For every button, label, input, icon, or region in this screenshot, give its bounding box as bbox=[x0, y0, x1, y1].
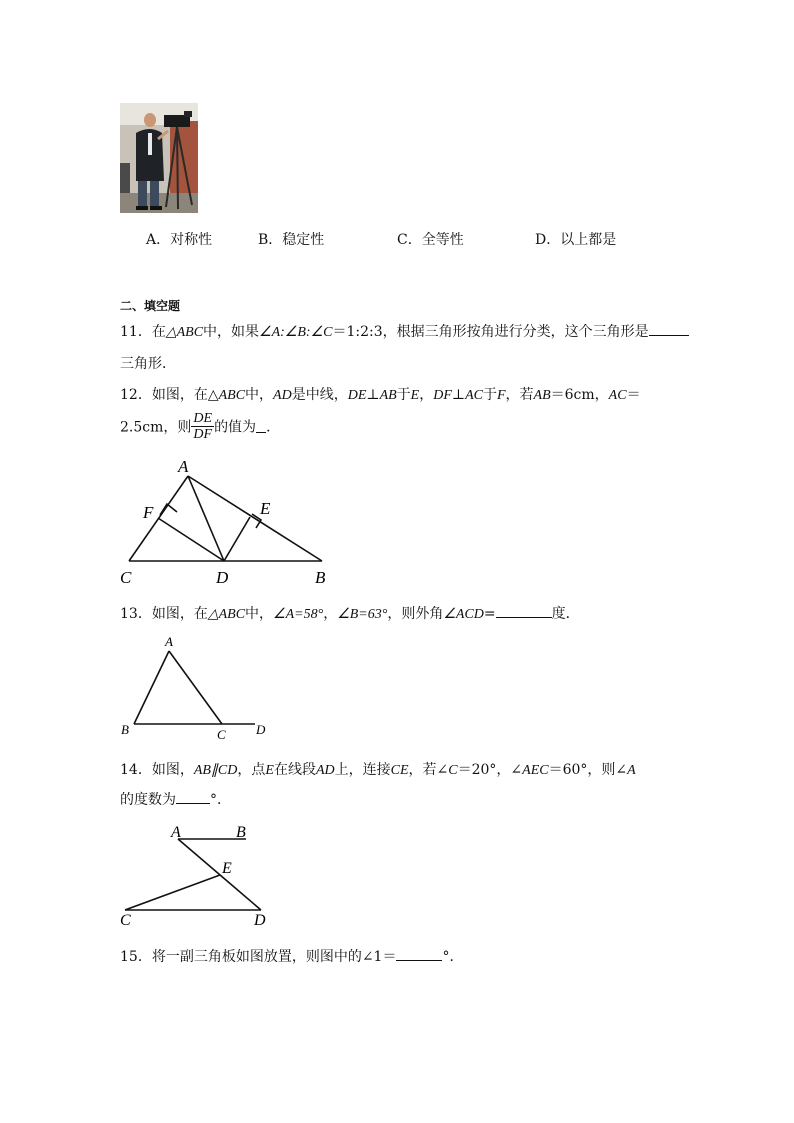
q12-var: DE bbox=[347, 388, 367, 403]
section-title: 二、填空题 bbox=[120, 299, 181, 313]
q14-answer-blank[interactable] bbox=[176, 791, 210, 804]
q12-text: 于 bbox=[396, 387, 411, 403]
q14-var: AB∥CD bbox=[193, 763, 238, 778]
q13-figure bbox=[115, 630, 275, 742]
q14-var: CE bbox=[390, 763, 409, 778]
label-c: C bbox=[217, 727, 226, 742]
question-14-line-1 bbox=[120, 759, 636, 779]
q11-ratio: ∠A:∠B:∠C bbox=[259, 325, 333, 340]
question-15-line-1 bbox=[120, 946, 463, 966]
q13-text: ，则外角 bbox=[387, 606, 444, 622]
q12-text: 2.5cm，则 bbox=[120, 419, 192, 436]
label-b: B bbox=[236, 824, 246, 841]
q11-triangle: △ABC bbox=[165, 325, 204, 340]
q12-text: ＝6cm， bbox=[550, 387, 609, 403]
q12-text: 12．如图，在△ bbox=[120, 387, 219, 403]
q12-text: 于 bbox=[482, 387, 497, 403]
q13-var: ∠ACD bbox=[443, 607, 484, 622]
q14-figure bbox=[115, 820, 275, 930]
q14-text: ＝60°，则∠ bbox=[548, 762, 628, 778]
label-c: C bbox=[120, 912, 131, 929]
q14-var: C bbox=[448, 763, 458, 778]
label-d: D bbox=[216, 568, 229, 587]
q13-var: △ABC bbox=[207, 607, 246, 622]
q13-var: ∠A=58° bbox=[273, 607, 324, 622]
q12-text: 的值为 bbox=[214, 419, 257, 436]
q12-text: ． bbox=[266, 419, 281, 436]
question-12-line-2 bbox=[120, 411, 280, 442]
q13-text: ， bbox=[323, 606, 338, 622]
label-d: D bbox=[254, 912, 266, 929]
q12-text: ，若 bbox=[505, 387, 534, 403]
q14-var: AEC bbox=[522, 763, 549, 778]
q11-text: 11．在 bbox=[120, 324, 166, 340]
q14-text: 在线段 bbox=[273, 762, 316, 778]
label-c: C bbox=[120, 568, 132, 587]
option-c: C．全等性 bbox=[397, 232, 464, 248]
q12-var: F bbox=[496, 388, 506, 403]
label-a: A bbox=[178, 457, 189, 476]
q12-answer-blank[interactable] bbox=[256, 420, 266, 433]
q14-var: A bbox=[627, 763, 636, 778]
label-f: F bbox=[143, 503, 154, 522]
q12-var: AB bbox=[533, 388, 551, 403]
q14-text: ＝20°，∠ bbox=[457, 762, 523, 778]
label-e: E bbox=[222, 860, 232, 877]
q12-text: ⊥ bbox=[451, 387, 466, 403]
q12-var: DF bbox=[433, 388, 452, 403]
q12-text: 中， bbox=[245, 387, 274, 403]
question-14-line-2 bbox=[120, 789, 231, 809]
label-b: B bbox=[315, 568, 326, 587]
q11-answer-blank[interactable] bbox=[649, 323, 689, 336]
q14-text: ，若∠ bbox=[408, 762, 449, 778]
q13-text: = bbox=[483, 606, 496, 622]
q12-var: AC bbox=[465, 388, 483, 403]
q15-answer-blank[interactable] bbox=[396, 948, 442, 961]
question-13-line-1 bbox=[120, 603, 580, 623]
q12-var: AB bbox=[379, 388, 397, 403]
q14-text: °． bbox=[210, 792, 231, 808]
q13-var: ∠B=63° bbox=[337, 607, 388, 622]
label-a: A bbox=[171, 824, 181, 841]
q12-var: E bbox=[410, 388, 420, 403]
label-b: B bbox=[121, 722, 129, 737]
q13-text: 中， bbox=[245, 606, 274, 622]
q13-text: 度． bbox=[551, 606, 580, 622]
option-a: A．对称性 bbox=[146, 232, 213, 248]
question-11-line-2: 三角形． bbox=[120, 356, 176, 372]
q12-var: AC bbox=[608, 388, 627, 403]
option-d: D．以上都是 bbox=[535, 232, 617, 248]
q14-text: 的度数为 bbox=[120, 792, 176, 808]
q14-var: E bbox=[265, 763, 274, 778]
label-e: E bbox=[260, 499, 271, 518]
photo-person-with-camera bbox=[120, 103, 198, 213]
fraction-denominator: DF bbox=[193, 427, 213, 442]
q12-text: ⊥ bbox=[366, 387, 380, 403]
q13-answer-blank[interactable] bbox=[496, 605, 552, 618]
question-12-line-1 bbox=[120, 384, 641, 404]
photo-illustration bbox=[120, 103, 198, 213]
q12-var: AD bbox=[273, 388, 292, 403]
option-b: B．稳定性 bbox=[258, 232, 325, 248]
q15-text: °． bbox=[442, 949, 464, 965]
q12-text: ， bbox=[419, 387, 434, 403]
label-a: A bbox=[165, 634, 173, 649]
q14-text: ，点 bbox=[237, 762, 266, 778]
question-11-line-1 bbox=[120, 321, 689, 341]
q12-var: ABC bbox=[218, 388, 246, 403]
q14-text: 上，连接 bbox=[334, 762, 391, 778]
q12-text: ＝ bbox=[626, 387, 641, 403]
q12-figure bbox=[110, 455, 340, 590]
q14-text: 14．如图， bbox=[120, 762, 194, 778]
q14-var: AD bbox=[315, 763, 335, 778]
q11-text: ＝1:2:3，根据三角形按角进行分类，这个三角形是 bbox=[332, 324, 649, 340]
label-d: D bbox=[256, 722, 266, 737]
fraction-numerator: DE bbox=[193, 411, 213, 426]
q11-text: 中，如果 bbox=[203, 324, 260, 340]
q13-text: 13．如图，在 bbox=[120, 606, 208, 622]
q15-text: 15．将一副三角板如图放置，则图中的∠1＝ bbox=[120, 949, 397, 965]
q12-fraction bbox=[191, 411, 214, 442]
q12-text: 是中线， bbox=[291, 387, 348, 403]
